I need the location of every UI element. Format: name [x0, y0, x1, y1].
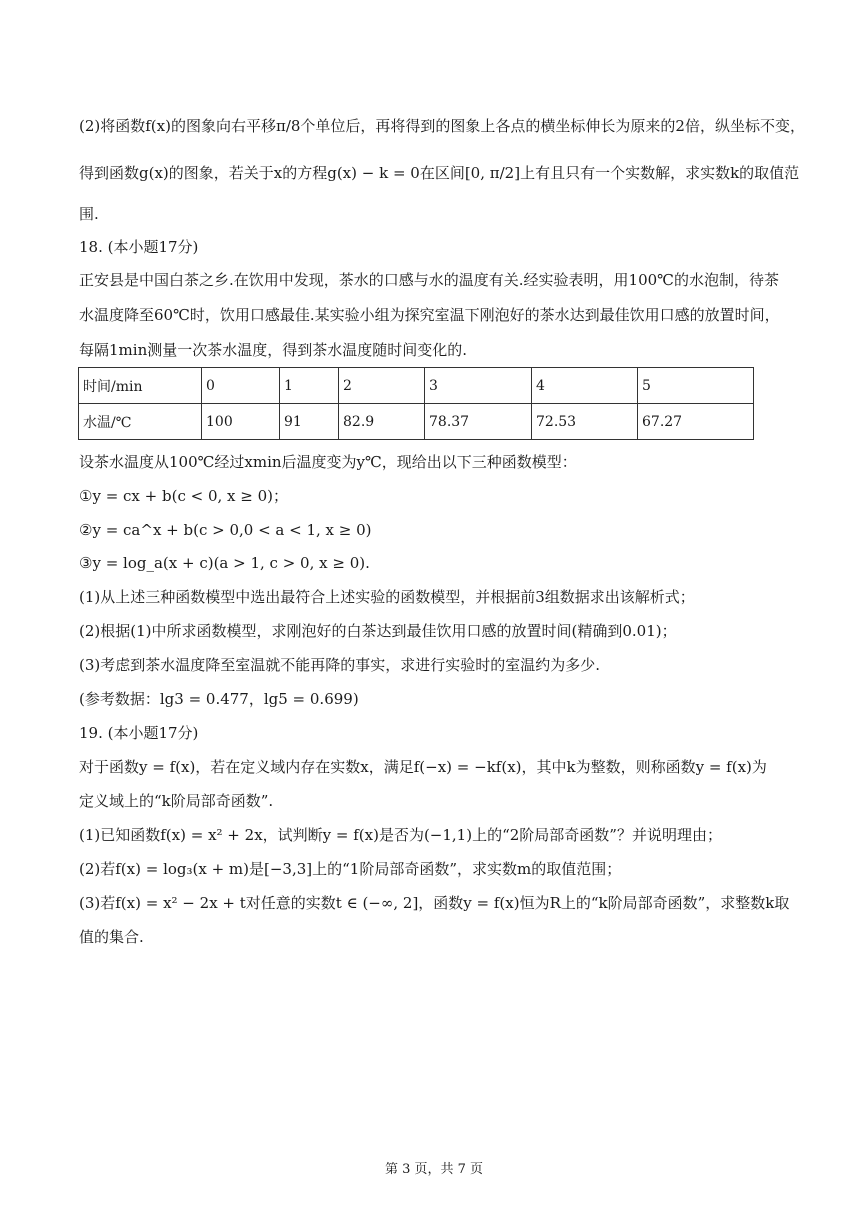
- reference-data: (参考数据：lg3 = 0.477，lg5 = 0.699): [79, 690, 359, 708]
- sub-question: (3)考虑到茶水温度降至室温就不能再降的事实，求进行实验时的室温约为多少.: [79, 656, 601, 674]
- table-cell: 82.9: [339, 404, 425, 440]
- table-cell: 67.27: [638, 404, 754, 440]
- table-cell: 72.53: [532, 404, 638, 440]
- table-cell: 100: [202, 404, 280, 440]
- text-line: 定义域上的“k阶局部奇函数”.: [79, 792, 274, 810]
- sub-question: (3)若f(x) = x² − 2x + t对任意的实数t ∈ (−∞, 2]，函数y = f(x)恒为R上的“k阶局部奇函数”，求整数k取: [79, 894, 790, 912]
- data-table: [78, 367, 754, 440]
- page-footer: 第 3 页，共 7 页: [384, 1162, 484, 1177]
- question-heading: 19. (本小题17分): [79, 724, 199, 742]
- table-cell: 4: [532, 368, 638, 404]
- question-heading: 18. (本小题17分): [79, 238, 199, 256]
- model-option: ③y = log_a(x + c)(a > 1, c > 0, x ≥ 0).: [79, 554, 370, 572]
- text-line: 对于函数y = f(x)，若在定义域内存在实数x，满足f(−x) = −kf(x)，其中k为整数，则称函数y = f(x)为: [79, 758, 767, 776]
- sub-question: (2)根据(1)中所求函数模型，求刚泡好的白茶达到最佳饮用口感的放置时间(精确到0.01)；: [79, 622, 677, 640]
- table-cell: 5: [638, 368, 754, 404]
- text-line: 得到函数g(x)的图象，若关于x的方程g(x) − k = 0在区间[0, π/2]上有且只有一个实数解，求实数k的取值范: [79, 164, 800, 182]
- text-line: 值的集合.: [79, 928, 144, 946]
- table-row: [79, 368, 754, 404]
- sub-question: (2)若f(x) = log₃(x + m)是[−3,3]上的“1阶局部奇函数”，求实数m的取值范围；: [79, 860, 622, 878]
- sub-question: (1)已知函数f(x) = x² + 2x，试判断y = f(x)是否为(−1,1)上的“2阶局部奇函数”？并说明理由；: [79, 826, 722, 844]
- text-line: 水温度降至60℃时，饮用口感最佳.某实验小组为探究室温下刚泡好的茶水达到最佳饮用口感的放置时间，: [79, 306, 780, 324]
- text-line: (2)将函数f(x)的图象向右平移π/8个单位后，再将得到的图象上各点的横坐标伸长为原来的2倍，纵坐标不变，: [79, 117, 805, 135]
- table-cell: 91: [280, 404, 339, 440]
- model-option: ②y = ca^x + b(c > 0,0 < a < 1, x ≥ 0): [79, 521, 372, 539]
- table-cell: 78.37: [425, 404, 532, 440]
- table-cell: 1: [280, 368, 339, 404]
- text-line: 正安县是中国白茶之乡.在饮用中发现，茶水的口感与水的温度有关.经实验表明，用100℃的水泡制，待茶: [79, 271, 779, 289]
- table-row: [79, 404, 754, 440]
- table-cell: 2: [339, 368, 425, 404]
- table-cell: 3: [425, 368, 532, 404]
- sub-question: (1)从上述三种函数模型中选出最符合上述实验的函数模型，并根据前3组数据求出该解析式；: [79, 588, 695, 606]
- text-line: 围.: [79, 205, 99, 223]
- table-cell: 时间/min: [79, 368, 202, 404]
- model-option: ①y = cx + b(c < 0, x ≥ 0)；: [79, 487, 288, 505]
- table-cell: 0: [202, 368, 280, 404]
- text-line: 设茶水温度从100℃经过xmin后温度变为y℃，现给出以下三种函数模型：: [79, 453, 577, 471]
- text-line: 每隔1min测量一次茶水温度，得到茶水温度随时间变化的.: [79, 341, 467, 359]
- table-cell: 水温/℃: [79, 404, 202, 440]
